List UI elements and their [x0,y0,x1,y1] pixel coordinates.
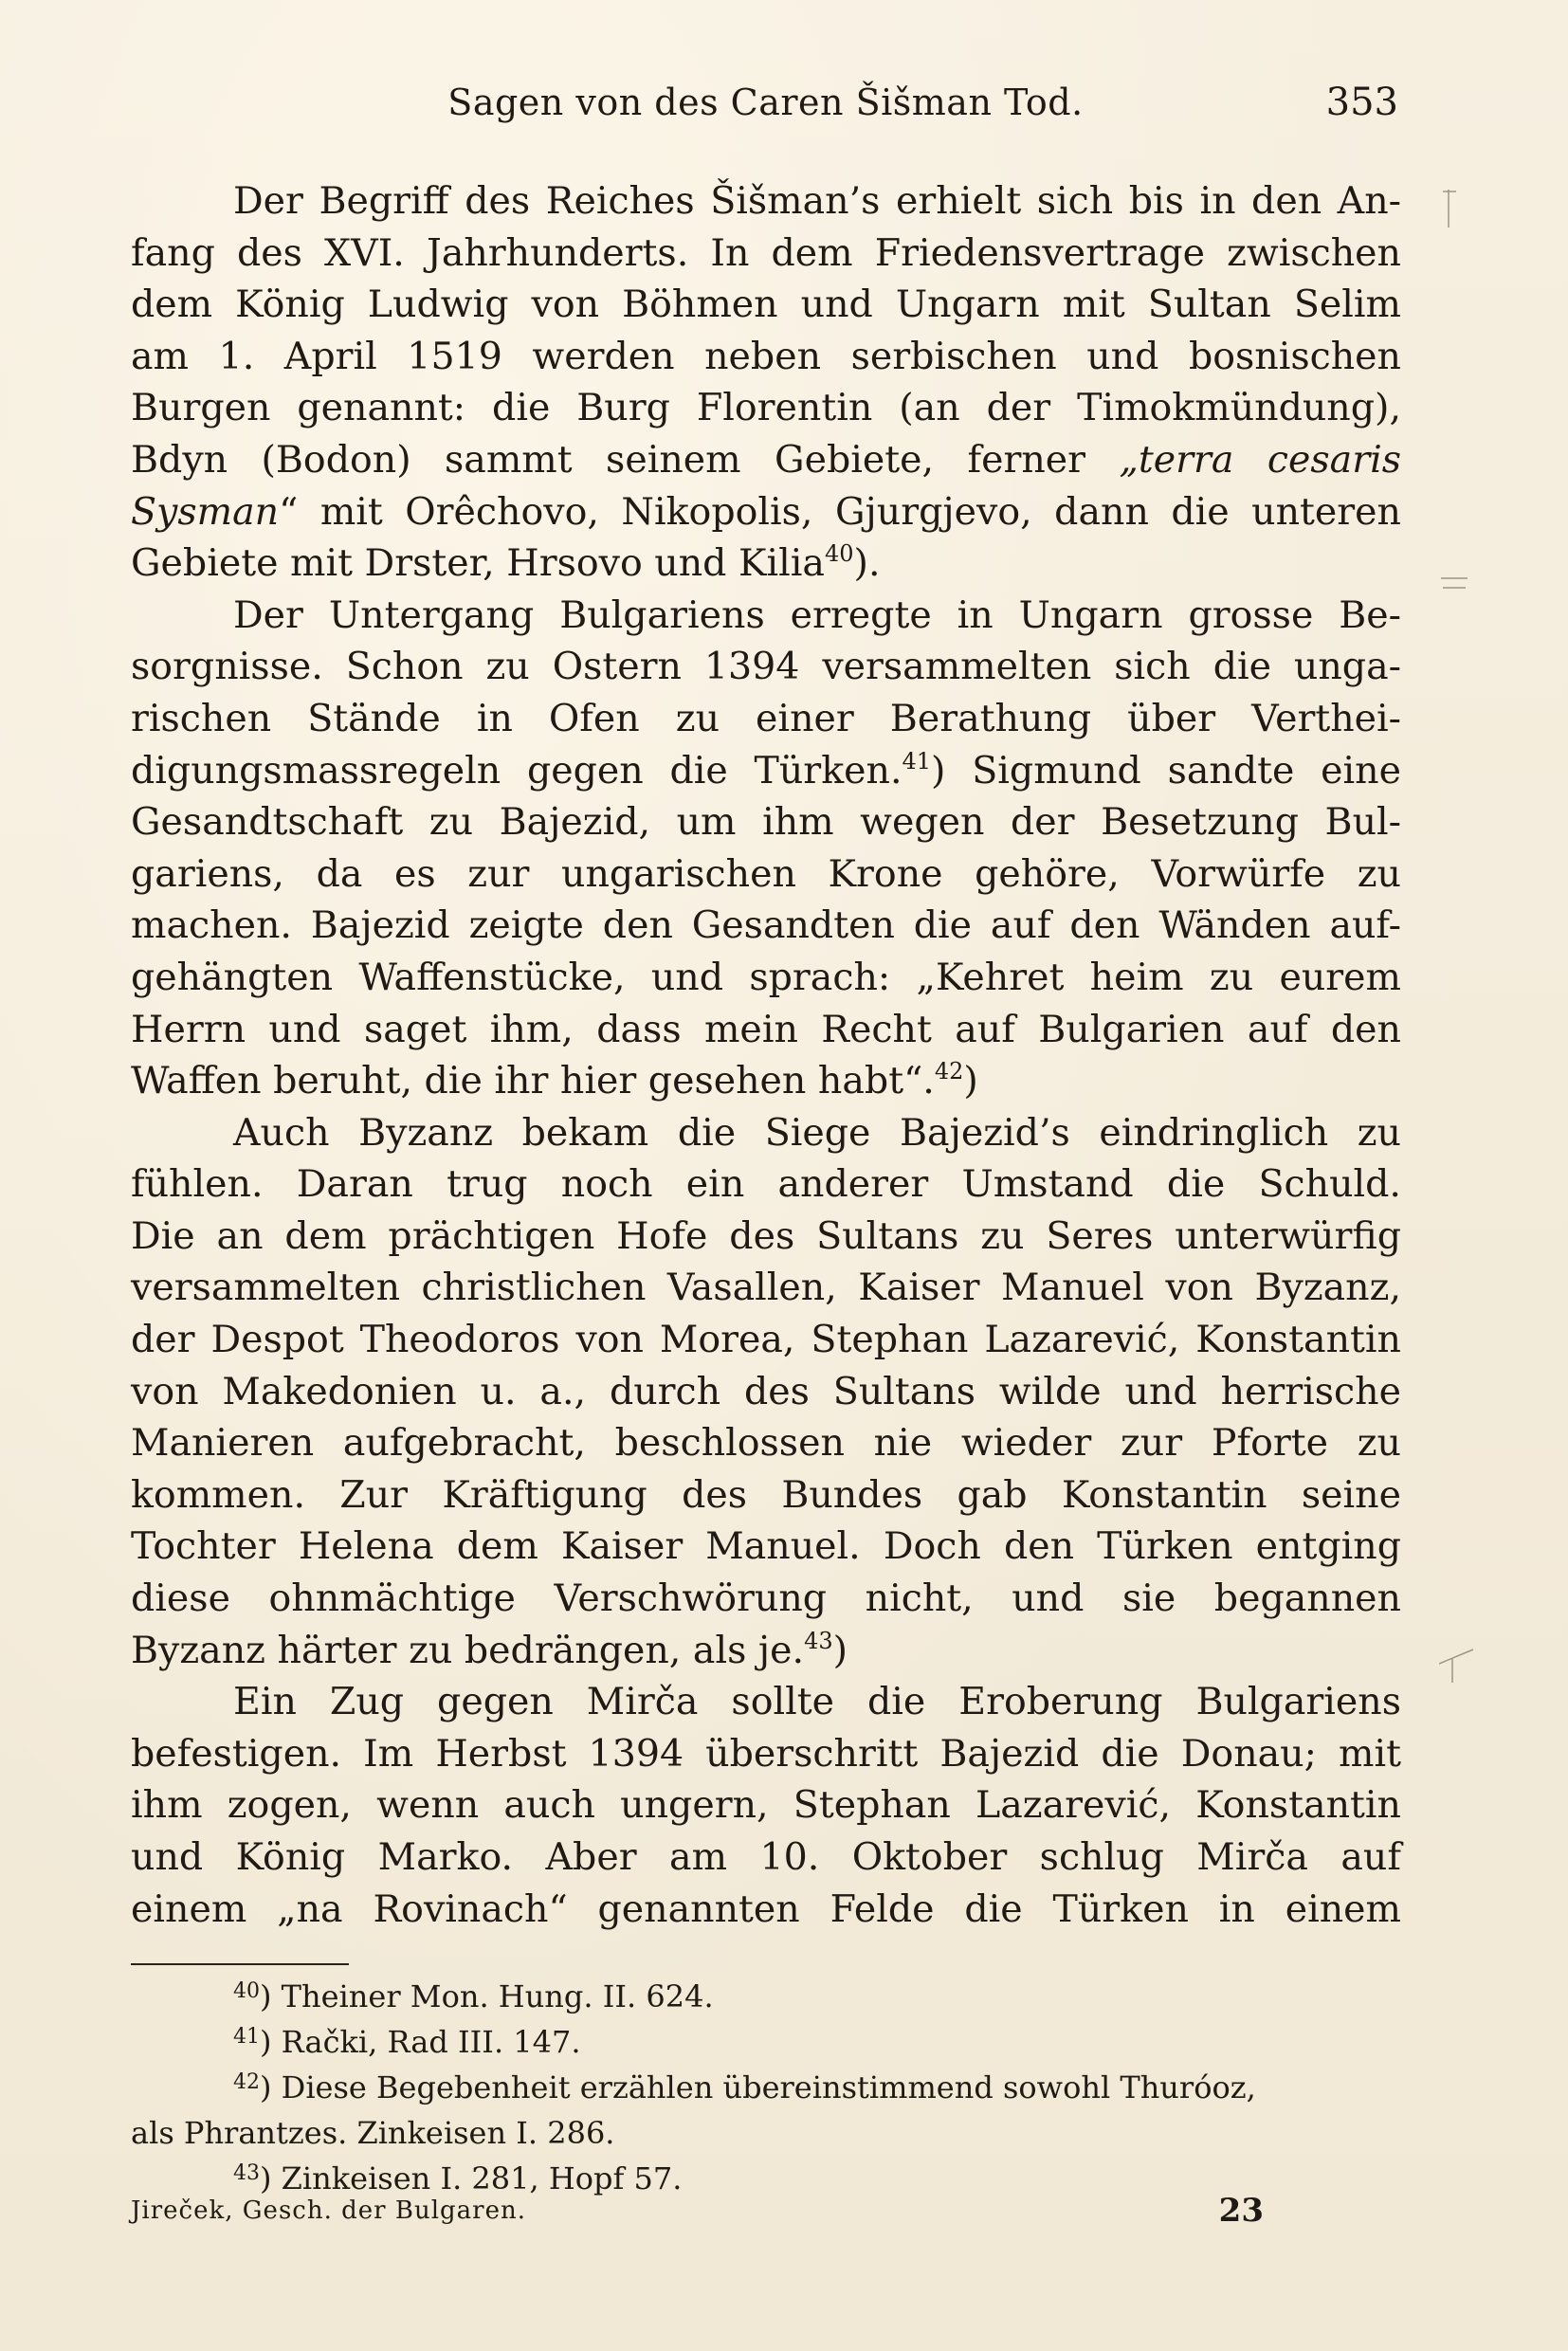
signature-line: Jireček, Gesch. der Bulgaren. [131,2196,526,2225]
footnote-mark: 41 [233,2025,260,2049]
text-line: gariens, da es zur ungarischen Krone gehöre, Vorwürfe zu [131,851,1401,896]
text-line [131,1055,1401,1107]
footnote-rule [131,1963,349,1965]
footnote-mark: 42 [233,2070,260,2094]
footnote-ref: 40 [824,540,854,568]
text-line [131,538,1401,590]
paren: ) [931,748,946,793]
text-fragment: Waffen beruht, die ihr hier gesehen habt“. [131,1059,935,1103]
text-line: Auch Byzanz bekam die Siege Bajezid’s eindringlich zu [233,1110,1401,1155]
paren: ) [853,541,868,586]
text-line: machen. Bajezid zeigte den Gesandten die auf den Wänden auf- [131,903,1401,948]
text-line: versammelten christlichen Vasallen, Kaiser Manuel von Byzanz, [131,1266,1401,1310]
page-header [133,74,1398,131]
text-line: dem König Ludwig von Böhmen und Ungarn mit Sultan Selim [131,282,1401,327]
text-fragment: Sigmund sandte eine [972,748,1401,793]
footnote-text: als Phrantzes. Zinkeisen I. 286. [131,2115,615,2151]
text-line: Tochter Helena dem Kaiser Manuel. Doch den Türken entging [131,1524,1401,1569]
text-line: diese ohnmächtige Verschwörung nicht, und sie begannen [131,1576,1401,1621]
gathering-number: 23 [1218,2192,1264,2230]
text-fragment: mit Orêchovo, Nikopolis, Gjurgjevo, dann die unteren [319,489,1402,534]
text-line: Burgen genannt: die Burg Florentin (an der Timokmündung), [131,386,1401,430]
text-line: kommen. Zur Kräftigung des Bundes gab Konstantin seine [131,1472,1401,1517]
text-line [131,1625,1401,1677]
text-fragment: Gebiete mit Drster, Hrsovo und Kilia [131,541,825,586]
page-number: 353 [1325,81,1398,124]
text-line: fühlen. Daran trug noch ein anderer Umstand die Schuld. [131,1162,1401,1207]
footnote [131,2019,1401,2065]
text-line: und König Marko. Aber am 10. Oktober schlug Mirča auf [131,1835,1401,1879]
margin-pencil-marks [1439,190,1477,1801]
footnote-mark: 43 [233,2161,260,2185]
footnote-continuation [131,2110,1401,2156]
text-fragment: Bdyn (Bodon) sammt seinem Gebiete, ferner [131,437,1086,482]
footnotes [131,1974,1401,2201]
text-line: Die an dem prächtigen Hofe des Sultans zu Seres unterwürfig [131,1213,1401,1258]
footnote-ref: 43 [804,1627,833,1654]
footnote-ref: 41 [902,747,932,775]
text-line: rischen Stände in Ofen zu einer Berathung über Verthei- [131,696,1401,740]
text-line: am 1. April 1519 werden neben serbischen und bosnischen [131,334,1401,378]
footnote [131,2065,1401,2110]
text-line: Der Begriff des Reiches Šišman’s erhielt sich bis in den An- [233,179,1401,223]
text-fragment: Byzanz härter zu bedrängen, als je. [131,1628,805,1672]
footnote [131,1974,1401,2019]
pencil-stroke [1439,1649,1473,1664]
latin-quote: „terra cesaris [1119,437,1401,482]
text-line: sorgnisse. Schon zu Ostern 1394 versammelten sich die unga- [131,645,1401,689]
body-text [131,175,1401,1935]
text-line: befestigen. Im Herbst 1394 überschritt Bajezid die Donau; mit [131,1731,1401,1776]
footnote-mark: 40 [233,1979,260,2003]
text-line [131,745,1401,797]
text-line: Ein Zug gegen Mirča sollte die Eroberung Bulgariens [233,1680,1401,1724]
text-line: Gesandtschaft zu Bajezid, um ihm wegen der Besetzung Bul- [131,800,1401,845]
text-line: fang des XVI. Jahrhunderts. In dem Friedensvertrage zwischen [131,230,1401,275]
text-fragment: digungsmassregeln gegen die Türken. [131,748,903,793]
footnote-text: ) Rački, Rad III. 147. [260,2024,581,2060]
running-title: Sagen von des Caren Šišman Tod. [447,82,1084,123]
text-line: ihm zogen, wenn auch ungern, Stephan Lazarević, Konstantin [131,1783,1401,1828]
text-line: Der Untergang Bulgariens erregte in Ungarn grosse Be- [233,592,1401,637]
latin-quote-end: Sysman [131,489,280,534]
text-line [131,486,1401,538]
text-line: von Makedonien u. a., durch des Sultans wilde und herrische [131,1369,1401,1413]
text-line [131,434,1401,486]
footnote-text: ) Zinkeisen I. 281, Hopf 57. [260,2160,683,2196]
text-line: einem „na Rovinach“ genannten Felde die Türken in einem [131,1886,1401,1931]
text-line: Herrn und saget ihm, dass mein Recht auf Bulgarien auf den [131,1007,1401,1051]
text-line: der Despot Theodoros von Morea, Stephan Lazarević, Konstantin [131,1318,1401,1362]
text-line: Manieren aufgebracht, beschlossen nie wieder zur Pforte zu [131,1421,1401,1466]
paren: ) [832,1628,848,1672]
footnote-text: ) Diese Begebenheit erzählen übereinstimmend sowohl Thuróoz, [260,2069,1256,2105]
footnote-text: ) Theiner Mon. Hung. II. 624. [260,1978,714,2014]
footnote-ref: 42 [934,1058,964,1085]
paren: ) [963,1059,978,1103]
period: . [867,541,881,586]
text-line: gehängten Waffenstücke, und sprach: „Kehret heim zu eurem [131,955,1401,999]
page-footer [131,2192,1264,2230]
quote-mark: “ [279,489,299,534]
